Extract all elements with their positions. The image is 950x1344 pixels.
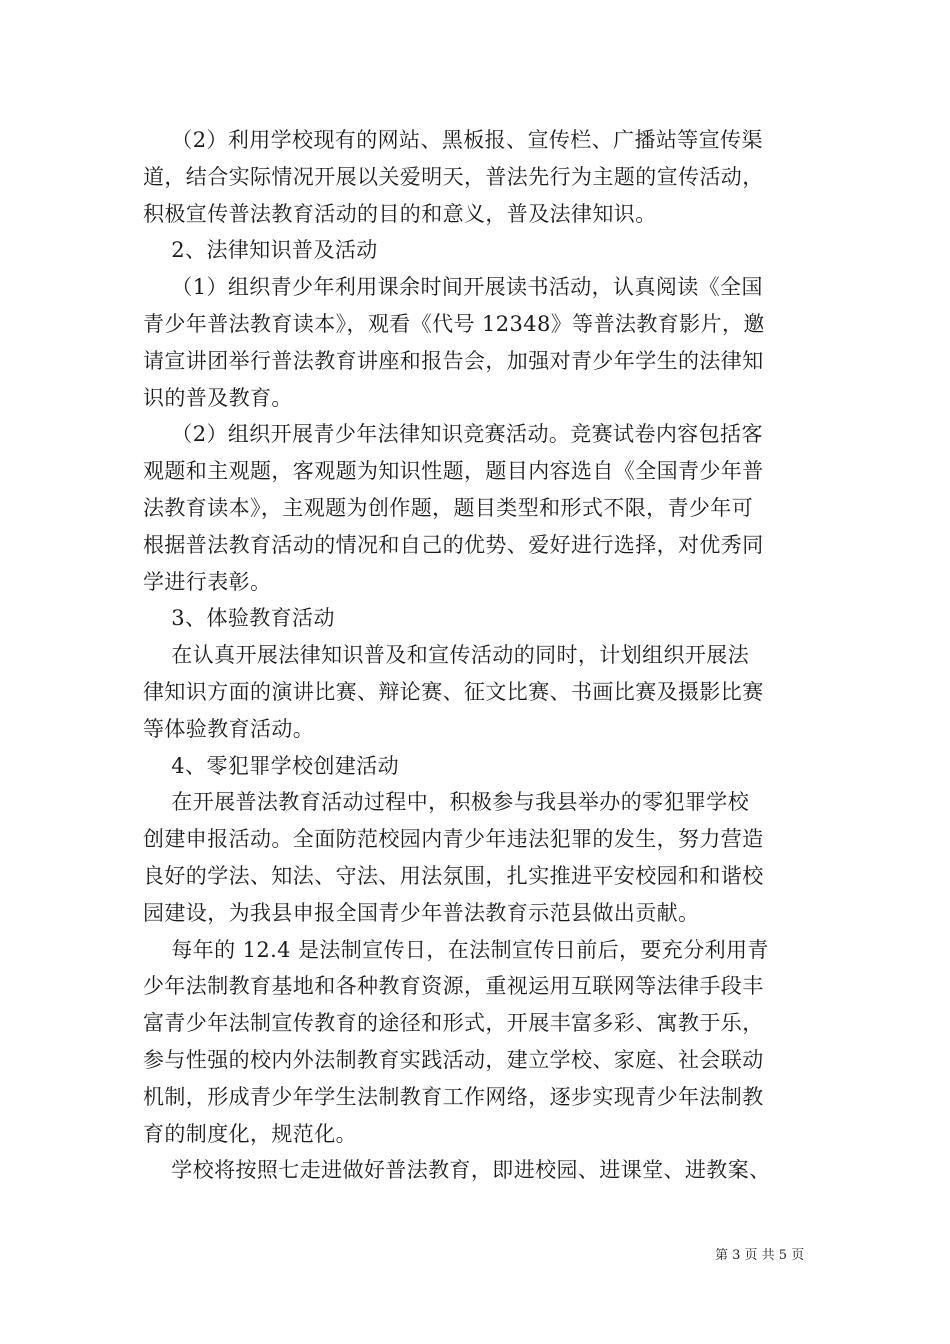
text-line: 道，结合实际情况开展以关爱明天，普法先行为主题的宣传活动， (143, 164, 764, 189)
text-line: （1）组织青少年利用课余时间开展读书活动，认真阅读《全国 (143, 275, 763, 300)
text-line: 在认真开展法律知识普及和宣传活动的同时，计划组织开展法 (143, 643, 750, 668)
text-line: （2）利用学校现有的网站、黑板报、宣传栏、广播站等宣传渠 (143, 128, 763, 152)
text-line: 每年的 12.4 是法制宣传日，在法制宣传日前后，要充分利用青 (143, 937, 769, 962)
text-line: 机制，形成青少年学生法制教育工作网络，逐步实现青少年法制教 (143, 1084, 764, 1109)
text-line: 法教育读本》，主观题为创作题，题目类型和形式不限，青少年可 (143, 495, 754, 520)
section-heading: 2、法律知识普及活动 (143, 238, 378, 263)
text-line: 律知识方面的演讲比赛、辩论赛、征文比赛、书画比赛及摄影比赛 (143, 679, 764, 704)
section-heading: 3、体验教育活动 (143, 606, 335, 631)
text-line: 根据普法教育活动的情况和自己的优势、爱好进行选择，对优秀同 (143, 532, 764, 557)
text-line: 少年法制教育基地和各种教育资源，重视运用互联网等法律手段丰 (143, 974, 764, 999)
text-line: 青少年普法教育读本》，观看《代号 12348》等普法教育影片，邀 (143, 311, 765, 336)
text-line: 创建申报活动。全面防范校园内青少年违法犯罪的发生，努力营造 (143, 827, 764, 852)
text-line: 育的制度化，规范化。 (143, 1121, 357, 1146)
text-line: 等体验教育活动。 (143, 716, 315, 741)
text-line: 观题和主观题，客观题为知识性题，题目内容选自《全国青少年普 (143, 459, 764, 484)
text-line: 在开展普法教育活动过程中，积极参与我县举办的零犯罪学校 (143, 790, 750, 815)
text-line: 富青少年法制宣传教育的途径和形式，开展丰富多彩、寓教于乐， (143, 1011, 764, 1036)
text-line: 请宣讲团举行普法教育讲座和报告会，加强对青少年学生的法律知 (143, 348, 764, 373)
text-line: 学进行表彰。 (143, 569, 272, 594)
text-line: 积极宣传普法教育活动的目的和意义，普及法律知识。 (143, 201, 657, 226)
text-line: 识的普及教育。 (143, 385, 293, 410)
text-line: 学校将按照七走进做好普法教育，即进校园、进课堂、进教案、 (143, 1158, 771, 1183)
section-heading: 4、零犯罪学校创建活动 (143, 753, 400, 778)
text-line: 园建设，为我县申报全国青少年普法教育示范县做出贡献。 (143, 900, 700, 925)
text-line: （2）组织开展青少年法律知识竞赛活动。竞赛试卷内容包括客 (143, 422, 763, 447)
document-body (143, 122, 815, 1189)
text-line: 良好的学法、知法、守法、用法氛围，扎实推进平安校园和和谐校 (143, 863, 764, 888)
page-number-footer: 第 3 页 共 5 页 (715, 1248, 805, 1263)
text-line: 参与性强的校内外法制教育实践活动，建立学校、家庭、社会联动 (143, 1047, 764, 1072)
